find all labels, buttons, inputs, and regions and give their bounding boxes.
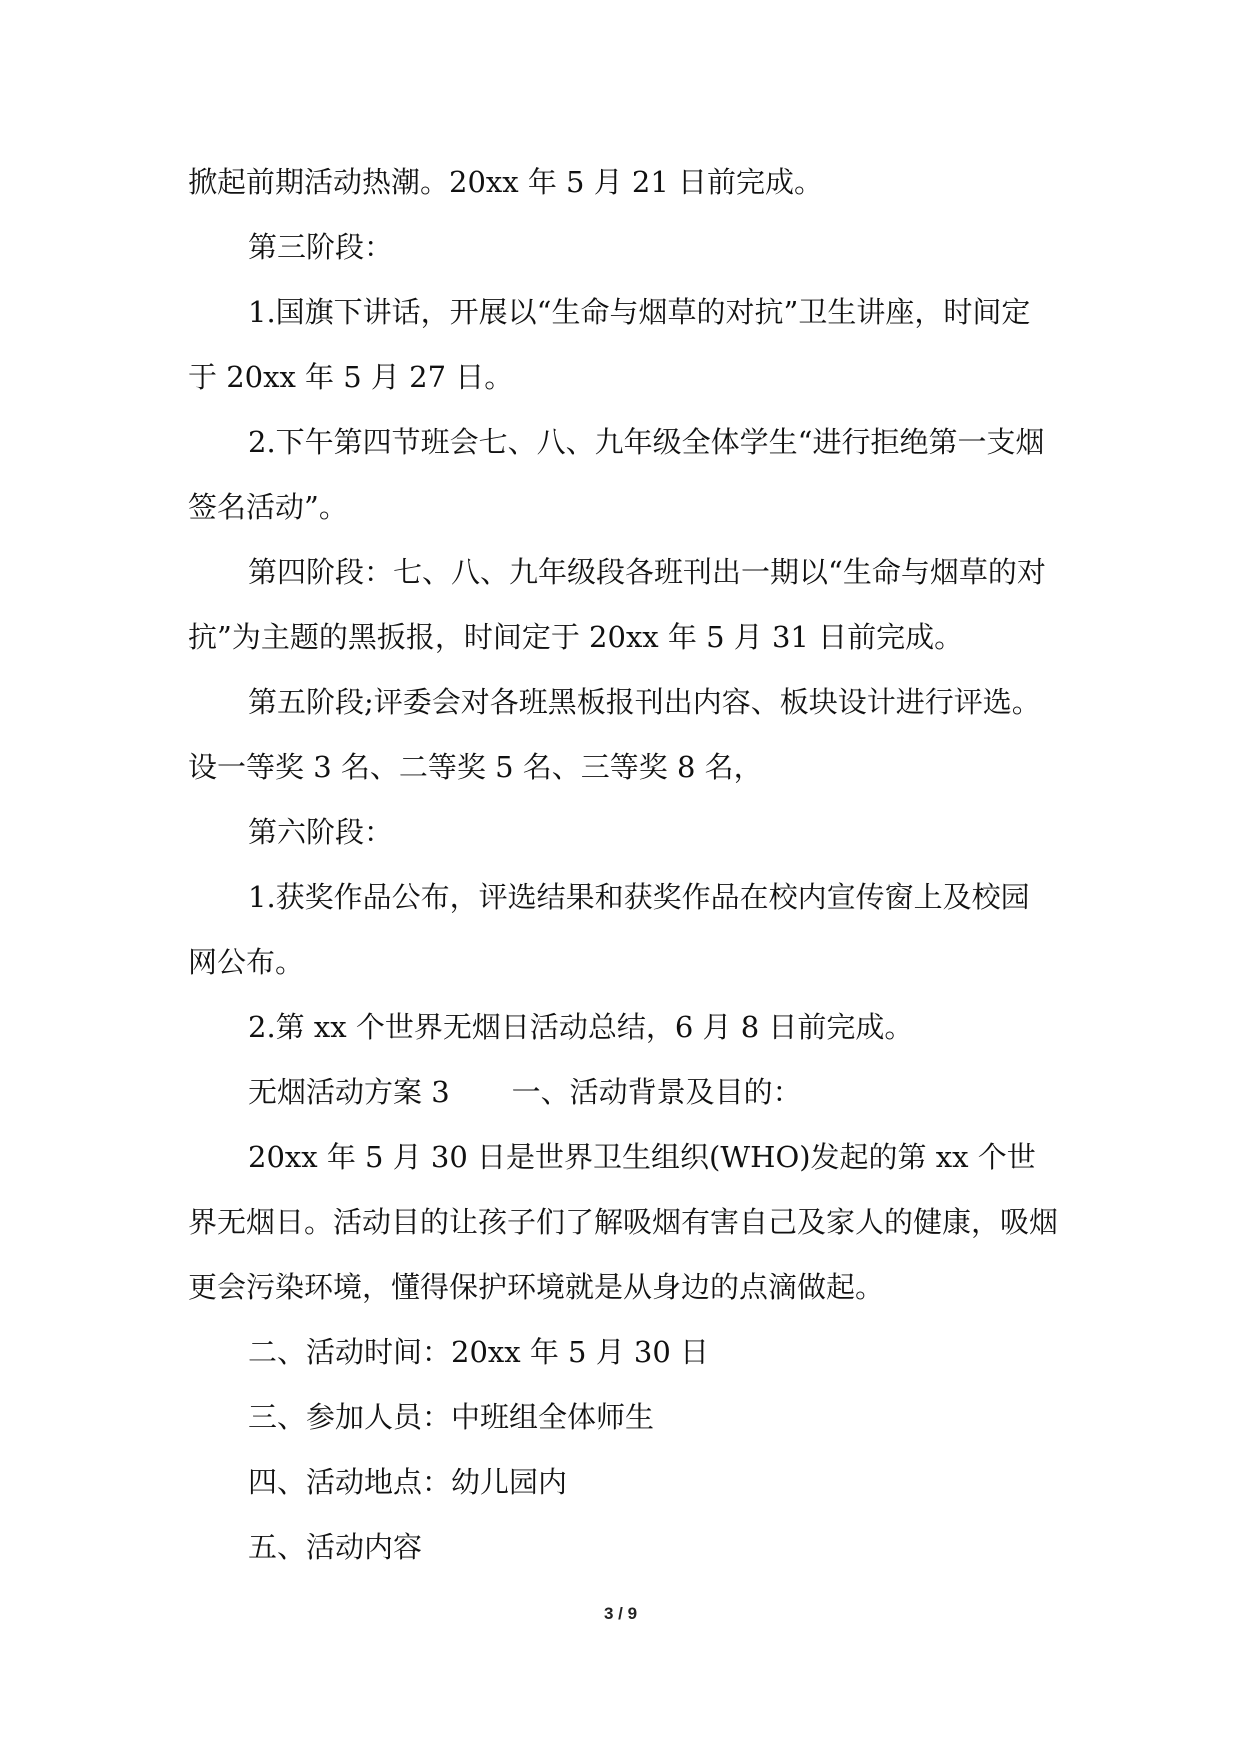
paragraph-continuation: 掀起前期活动热潮。20xx 年 5 月 21 日前完成。: [188, 165, 824, 199]
paragraph-stage-three: 第三阶段：: [248, 230, 394, 264]
paragraph-stage-three-item-1: 1.国旗下讲话，开展以“生命与烟草的对抗”卫生讲座，时间定于 20xx 年 5 月 27 日。: [188, 295, 1031, 394]
paragraph-stage-six-item-2: 2.第 xx 个世界无烟日活动总结，6 月 8 日前完成。: [248, 1010, 914, 1044]
paragraph-background: 20xx 年 5 月 30 日是世界卫生组织(WHO)发起的第 xx 个世界无烟日。活动目的让孩子们了解吸烟有害自己及家人的健康，吸烟更会污染环境，懂得保护环境就是从身边的点滴做起。: [188, 1140, 1059, 1304]
paragraph-stage-three-item-2: 2.下午第四节班会七、八、九年级全体学生“进行拒绝第一支烟签名活动”。: [188, 425, 1045, 524]
paragraph-stage-six: 第六阶段：: [248, 815, 394, 849]
paragraph-location: 四、活动地点：幼儿园内: [248, 1465, 568, 1499]
paragraph-content: 五、活动内容: [248, 1530, 423, 1564]
paragraph-activity-time: 二、活动时间：20xx 年 5 月 30 日: [248, 1335, 710, 1369]
section-title: 无烟活动方案 3: [248, 1075, 450, 1109]
section-subtitle: 一、活动背景及目的：: [511, 1075, 802, 1109]
document-body: [188, 150, 1058, 1580]
paragraph-stage-four: 第四阶段：七、八、九年级段各班刊出一期以“生命与烟草的对抗”为主题的黑扳报，时间定于 20xx 年 5 月 31 日前完成。: [188, 555, 1046, 654]
paragraph-stage-six-item-1: 1.获奖作品公布，评选结果和获奖作品在校内宣传窗上及校园网公布。: [188, 880, 1030, 979]
paragraph-participants: 三、参加人员：中班组全体师生: [248, 1400, 655, 1434]
page-number: 3 / 9: [603, 1604, 638, 1623]
section-heading: [188, 1060, 1058, 1125]
paragraph-stage-five: 第五阶段;评委会对各班黑板报刊出内容、板块设计进行评选。设一等奖 3 名、二等奖 5 名、三等奖 8 名，: [188, 685, 1041, 784]
